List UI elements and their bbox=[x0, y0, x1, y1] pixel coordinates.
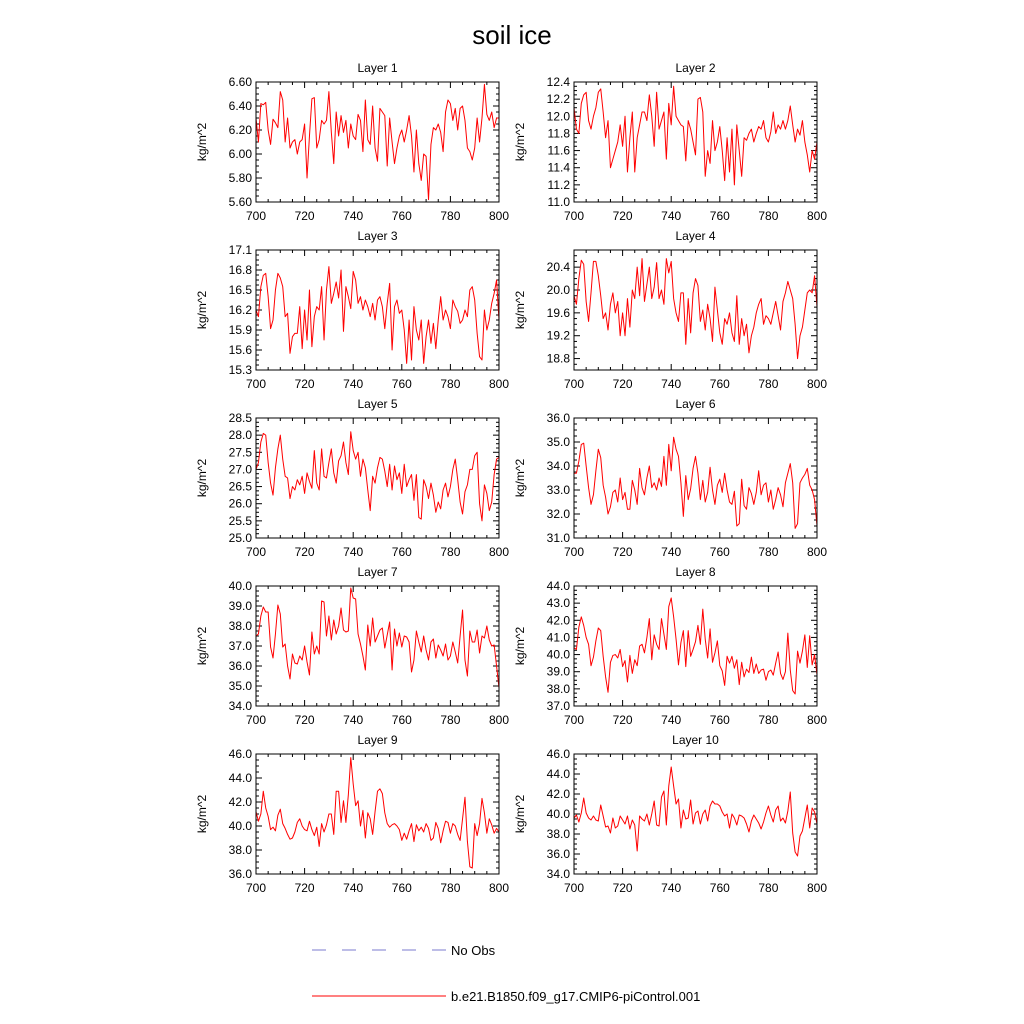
panel-title: Layer 5 bbox=[357, 397, 398, 411]
y-tick-label: 16.2 bbox=[228, 303, 252, 317]
x-tick-label: 720 bbox=[612, 713, 633, 727]
plot-frame bbox=[256, 754, 499, 874]
y-tick-label: 19.6 bbox=[546, 305, 570, 320]
x-tick-label: 700 bbox=[245, 209, 267, 223]
y-tick-label: 19.2 bbox=[546, 328, 570, 343]
y-tick-label: 6.60 bbox=[228, 75, 252, 89]
y-tick-label: 44.0 bbox=[546, 579, 570, 593]
series-line bbox=[256, 758, 499, 868]
y-tick-label: 6.40 bbox=[228, 99, 252, 113]
series-line bbox=[256, 432, 499, 521]
y-tick-label: 25.0 bbox=[228, 531, 252, 545]
legend bbox=[312, 943, 700, 1004]
y-tick-label: 42.0 bbox=[228, 795, 252, 809]
figure-title: soil ice bbox=[472, 20, 552, 50]
x-tick-label: 800 bbox=[806, 713, 828, 727]
panel-title: Layer 4 bbox=[675, 229, 716, 243]
series-line bbox=[574, 437, 817, 528]
y-axis-label: kg/m^2 bbox=[513, 626, 527, 666]
y-tick-label: 11.8 bbox=[547, 126, 570, 141]
y-tick-label: 37.0 bbox=[546, 699, 570, 713]
legend-no-obs-label: No Obs bbox=[451, 943, 496, 958]
panel-title: Layer 7 bbox=[357, 565, 398, 579]
x-tick-label: 740 bbox=[661, 881, 682, 895]
y-tick-label: 42.0 bbox=[546, 787, 570, 801]
y-axis-label: kg/m^2 bbox=[513, 458, 527, 498]
x-tick-label: 760 bbox=[391, 545, 412, 559]
y-tick-label: 36.0 bbox=[228, 659, 252, 673]
x-tick-label: 780 bbox=[758, 713, 779, 727]
y-tick-label: 33.0 bbox=[546, 483, 570, 497]
y-tick-label: 38.0 bbox=[228, 619, 252, 633]
y-tick-label: 34.0 bbox=[228, 699, 252, 713]
y-axis-label: kg/m^2 bbox=[195, 290, 209, 330]
series-line bbox=[256, 588, 499, 688]
x-tick-label: 800 bbox=[806, 209, 828, 223]
x-tick-label: 720 bbox=[612, 545, 633, 559]
x-tick-label: 780 bbox=[758, 377, 779, 391]
y-tick-label: 11.4 bbox=[547, 160, 570, 175]
y-tick-label: 40.0 bbox=[546, 807, 570, 821]
y-tick-label: 26.5 bbox=[228, 479, 252, 494]
panel-layer-1 bbox=[195, 61, 509, 223]
y-tick-label: 15.9 bbox=[228, 323, 252, 337]
x-tick-label: 800 bbox=[488, 713, 510, 727]
panel-title: Layer 10 bbox=[672, 733, 719, 747]
y-tick-label: 36.0 bbox=[546, 847, 570, 861]
x-tick-label: 740 bbox=[343, 713, 364, 727]
y-axis-label: kg/m^2 bbox=[513, 794, 527, 834]
y-axis-label: kg/m^2 bbox=[513, 290, 527, 330]
y-tick-label: 44.0 bbox=[228, 771, 252, 785]
panel-layer-4 bbox=[513, 229, 827, 391]
panel-title: Layer 8 bbox=[675, 565, 716, 579]
series-line bbox=[256, 84, 499, 199]
y-tick-label: 12.0 bbox=[546, 109, 570, 124]
x-tick-label: 700 bbox=[563, 209, 585, 223]
y-axis-label: kg/m^2 bbox=[195, 458, 209, 498]
y-tick-label: 12.4 bbox=[546, 75, 570, 89]
plot-frame bbox=[256, 250, 499, 370]
x-tick-label: 780 bbox=[440, 545, 461, 559]
y-axis-label: kg/m^2 bbox=[195, 626, 209, 666]
y-tick-label: 28.5 bbox=[228, 411, 252, 425]
series-line bbox=[574, 86, 817, 185]
x-tick-label: 720 bbox=[294, 545, 315, 559]
plot-frame bbox=[574, 418, 817, 538]
plot-frame bbox=[574, 82, 817, 202]
y-tick-label: 20.0 bbox=[546, 283, 570, 297]
y-tick-label: 15.6 bbox=[228, 343, 252, 357]
y-axis-label: kg/m^2 bbox=[513, 122, 527, 162]
panel-title: Layer 2 bbox=[675, 61, 716, 75]
y-tick-label: 11.2 bbox=[547, 177, 570, 192]
x-tick-label: 780 bbox=[440, 881, 461, 895]
y-tick-label: 6.00 bbox=[228, 147, 252, 161]
x-tick-label: 800 bbox=[488, 881, 510, 895]
x-tick-label: 700 bbox=[245, 545, 267, 559]
y-tick-label: 27.0 bbox=[228, 462, 252, 477]
y-tick-label: 40.0 bbox=[228, 819, 252, 833]
x-tick-label: 720 bbox=[294, 209, 315, 223]
plot-frame bbox=[256, 586, 499, 706]
x-tick-label: 780 bbox=[440, 377, 461, 391]
x-tick-label: 780 bbox=[440, 713, 461, 727]
series-line bbox=[256, 267, 499, 364]
y-tick-label: 27.5 bbox=[228, 445, 252, 460]
x-tick-label: 800 bbox=[806, 377, 828, 391]
y-tick-label: 38.0 bbox=[228, 843, 252, 857]
series-line bbox=[574, 598, 817, 694]
y-axis-label: kg/m^2 bbox=[195, 794, 209, 834]
x-tick-label: 760 bbox=[709, 377, 730, 391]
panel-layer-9 bbox=[195, 733, 509, 895]
y-tick-label: 39.0 bbox=[228, 599, 252, 613]
x-tick-label: 700 bbox=[563, 377, 585, 391]
panel-layer-10 bbox=[513, 733, 827, 895]
y-tick-label: 5.60 bbox=[228, 195, 252, 209]
y-tick-label: 34.0 bbox=[546, 867, 570, 881]
x-tick-label: 740 bbox=[661, 209, 682, 223]
y-tick-label: 38.0 bbox=[546, 681, 570, 696]
x-tick-label: 760 bbox=[391, 209, 412, 223]
y-tick-label: 15.3 bbox=[228, 363, 252, 377]
x-tick-label: 760 bbox=[709, 713, 730, 727]
panel-title: Layer 9 bbox=[357, 733, 398, 747]
x-tick-label: 740 bbox=[343, 377, 364, 391]
y-tick-label: 17.1 bbox=[228, 243, 252, 257]
x-tick-label: 720 bbox=[612, 377, 633, 391]
y-tick-label: 36.0 bbox=[546, 411, 570, 425]
y-tick-label: 46.0 bbox=[546, 747, 570, 761]
x-tick-label: 800 bbox=[488, 209, 510, 223]
y-tick-label: 20.4 bbox=[546, 260, 570, 275]
series-line bbox=[574, 259, 817, 359]
y-tick-label: 39.0 bbox=[546, 664, 570, 679]
y-tick-label: 18.8 bbox=[546, 351, 570, 366]
x-tick-label: 800 bbox=[488, 377, 510, 391]
panel-title: Layer 3 bbox=[357, 229, 398, 243]
panel-layer-6 bbox=[513, 397, 827, 559]
y-tick-label: 35.0 bbox=[228, 679, 252, 693]
y-tick-label: 40.0 bbox=[228, 579, 252, 593]
y-tick-label: 42.0 bbox=[546, 613, 570, 628]
x-tick-label: 700 bbox=[563, 545, 585, 559]
panel-grid bbox=[195, 61, 827, 895]
y-tick-label: 44.0 bbox=[546, 767, 570, 781]
x-tick-label: 780 bbox=[758, 209, 779, 223]
x-tick-label: 760 bbox=[709, 209, 730, 223]
x-tick-label: 760 bbox=[391, 713, 412, 727]
x-tick-label: 800 bbox=[806, 545, 828, 559]
y-tick-label: 32.0 bbox=[546, 507, 570, 521]
panel-layer-5 bbox=[195, 397, 509, 559]
x-tick-label: 780 bbox=[440, 209, 461, 223]
x-tick-label: 720 bbox=[294, 377, 315, 391]
x-tick-label: 720 bbox=[612, 209, 633, 223]
x-tick-label: 700 bbox=[245, 713, 267, 727]
x-tick-label: 720 bbox=[294, 713, 315, 727]
y-axis-label: kg/m^2 bbox=[195, 122, 209, 162]
x-tick-label: 740 bbox=[661, 545, 682, 559]
panel-layer-2 bbox=[513, 61, 827, 223]
x-tick-label: 740 bbox=[343, 881, 364, 895]
y-tick-label: 43.0 bbox=[546, 596, 570, 611]
y-tick-label: 25.5 bbox=[228, 513, 252, 528]
panel-title: Layer 6 bbox=[675, 397, 716, 411]
x-tick-label: 720 bbox=[294, 881, 315, 895]
x-tick-label: 700 bbox=[245, 881, 267, 895]
panel-layer-7 bbox=[195, 565, 509, 727]
y-tick-label: 11.0 bbox=[547, 195, 570, 209]
x-tick-label: 740 bbox=[661, 377, 682, 391]
y-tick-label: 46.0 bbox=[228, 747, 252, 761]
x-tick-label: 720 bbox=[612, 881, 633, 895]
x-tick-label: 740 bbox=[343, 209, 364, 223]
x-tick-label: 780 bbox=[758, 545, 779, 559]
x-tick-label: 760 bbox=[709, 881, 730, 895]
y-tick-label: 28.0 bbox=[228, 428, 252, 443]
plot-frame bbox=[574, 250, 817, 370]
y-tick-label: 37.0 bbox=[228, 639, 252, 653]
plot-frame bbox=[256, 418, 499, 538]
panel-layer-3 bbox=[195, 229, 509, 391]
panel-title: Layer 1 bbox=[357, 61, 398, 75]
y-tick-label: 41.0 bbox=[546, 630, 570, 645]
y-tick-label: 36.0 bbox=[228, 867, 252, 881]
x-tick-label: 700 bbox=[245, 377, 267, 391]
x-tick-label: 760 bbox=[391, 377, 412, 391]
x-tick-label: 700 bbox=[563, 881, 585, 895]
y-tick-label: 34.0 bbox=[546, 459, 570, 473]
y-tick-label: 12.2 bbox=[546, 92, 570, 107]
x-tick-label: 800 bbox=[488, 545, 510, 559]
x-tick-label: 740 bbox=[661, 713, 682, 727]
x-tick-label: 800 bbox=[806, 881, 828, 895]
y-tick-label: 5.80 bbox=[228, 171, 252, 185]
legend-model-label: b.e21.B1850.f09_g17.CMIP6-piControl.001 bbox=[451, 989, 701, 1004]
y-tick-label: 11.6 bbox=[547, 143, 570, 158]
y-tick-label: 6.20 bbox=[228, 123, 252, 137]
x-tick-label: 740 bbox=[343, 545, 364, 559]
y-tick-label: 16.8 bbox=[228, 263, 252, 277]
x-tick-label: 700 bbox=[563, 713, 585, 727]
y-tick-label: 16.5 bbox=[228, 283, 252, 297]
x-tick-label: 760 bbox=[391, 881, 412, 895]
x-tick-label: 760 bbox=[709, 545, 730, 559]
x-tick-label: 780 bbox=[758, 881, 779, 895]
y-tick-label: 26.0 bbox=[228, 496, 252, 511]
y-tick-label: 35.0 bbox=[546, 435, 570, 449]
y-tick-label: 40.0 bbox=[546, 647, 570, 662]
y-tick-label: 31.0 bbox=[546, 531, 570, 545]
y-tick-label: 38.0 bbox=[546, 827, 570, 841]
series-line bbox=[574, 767, 817, 856]
panel-layer-8 bbox=[513, 565, 827, 727]
plot-frame bbox=[574, 586, 817, 706]
